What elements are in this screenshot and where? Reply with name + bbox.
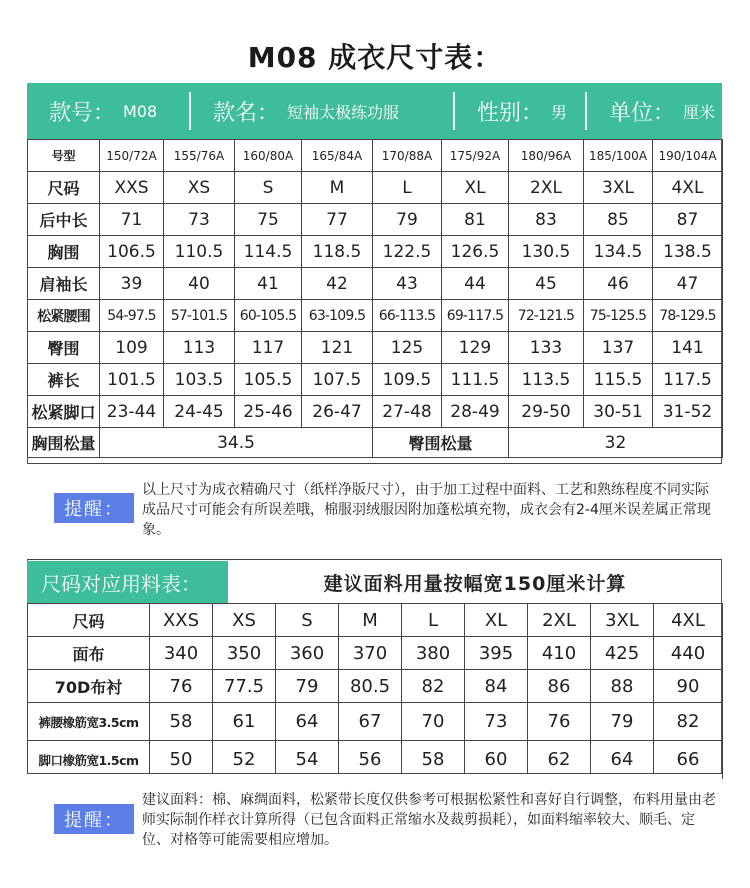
size-cell: 83 (509, 204, 584, 236)
material-cell: 80.5 (339, 670, 402, 703)
reminder-note (27, 463, 722, 560)
size-cell: 81 (442, 204, 509, 236)
info-style-name (191, 83, 453, 139)
size-cell: 23-44 (100, 396, 164, 428)
row-header: 尺码 (28, 604, 150, 637)
size-cell: 107.5 (302, 364, 373, 396)
size-cell: 106.5 (100, 236, 164, 268)
reminder-badge: 提醒： (54, 804, 134, 834)
row-header: 号型 (28, 140, 100, 172)
size-cell: 31-52 (653, 396, 723, 428)
material-cell: 425 (591, 637, 654, 670)
material-cell: 340 (150, 637, 213, 670)
material-cell: 58 (150, 703, 213, 741)
size-cell: 4XL (653, 172, 723, 204)
size-cell: XL (442, 172, 509, 204)
material-cell: 52 (213, 741, 276, 779)
size-cell: 130.5 (509, 236, 584, 268)
size-row (28, 140, 723, 172)
material-row (28, 637, 723, 670)
info-value: 男 (551, 102, 568, 122)
material-header-label: 尺码对应用料表： (27, 561, 228, 603)
material-cell: XS (213, 604, 276, 637)
info-value: M08 (123, 101, 158, 121)
material-cell: L (402, 604, 465, 637)
info-divider (585, 92, 587, 130)
size-cell: 77 (302, 204, 373, 236)
chest-allowance-label: 胸围松量 (28, 428, 100, 458)
size-cell: 118.5 (302, 236, 373, 268)
info-value: 厘米 (683, 102, 716, 122)
material-cell: 88 (591, 670, 654, 703)
size-cell: 190/104A (653, 140, 723, 172)
allowance-row (28, 428, 723, 458)
info-divider (453, 92, 455, 130)
material-header-note: 建议面料用量按幅宽150厘米计算 (323, 572, 627, 595)
size-cell: 121 (302, 332, 373, 364)
size-cell: 103.5 (164, 364, 235, 396)
material-cell: 380 (402, 637, 465, 670)
material-cell: M (339, 604, 402, 637)
size-cell: 165/84A (302, 140, 373, 172)
size-cell: 109 (100, 332, 164, 364)
size-cell: 28-49 (442, 396, 509, 428)
info-label: 单位： (609, 100, 676, 126)
material-row (28, 703, 723, 741)
material-cell: 82 (402, 670, 465, 703)
size-cell: 2XL (509, 172, 584, 204)
material-cell: 3XL (591, 604, 654, 637)
size-cell: 79 (373, 204, 442, 236)
size-cell: 45 (509, 268, 584, 300)
material-cell: XXS (150, 604, 213, 637)
material-cell: 440 (654, 637, 723, 670)
material-cell: 84 (465, 670, 528, 703)
size-cell: 113.5 (509, 364, 584, 396)
size-cell: 29-50 (509, 396, 584, 428)
size-cell: 69-117.5 (442, 300, 509, 332)
size-cell: 47 (653, 268, 723, 300)
size-cell: 175/92A (442, 140, 509, 172)
size-cell: 87 (653, 204, 723, 236)
size-cell: L (373, 172, 442, 204)
material-cell: XL (465, 604, 528, 637)
material-cell: 86 (528, 670, 591, 703)
page-title: M08 成衣尺寸表： (247, 41, 503, 74)
info-bar (27, 83, 722, 139)
material-cell: 66 (654, 741, 723, 779)
size-cell: M (302, 172, 373, 204)
size-cell: 150/72A (100, 140, 164, 172)
size-cell: 85 (584, 204, 653, 236)
material-cell: 76 (528, 703, 591, 741)
material-cell: 2XL (528, 604, 591, 637)
size-cell: 75 (235, 204, 302, 236)
row-header: 面布 (28, 637, 150, 670)
row-header: 后中长 (28, 204, 100, 236)
size-cell: 25-46 (235, 396, 302, 428)
hip-allowance-value: 32 (509, 428, 723, 458)
size-cell: 27-48 (373, 396, 442, 428)
material-cell: 61 (213, 703, 276, 741)
size-cell: 141 (653, 332, 723, 364)
material-cell: 79 (276, 670, 339, 703)
size-row (28, 268, 723, 300)
material-cell: 4XL (654, 604, 723, 637)
size-cell: 110.5 (164, 236, 235, 268)
size-cell: 3XL (584, 172, 653, 204)
size-cell: 125 (373, 332, 442, 364)
material-cell: 73 (465, 703, 528, 741)
size-table (27, 139, 723, 458)
size-cell: 109.5 (373, 364, 442, 396)
size-cell: 115.5 (584, 364, 653, 396)
material-cell: 64 (591, 741, 654, 779)
size-cell: 111.5 (442, 364, 509, 396)
info-divider (189, 92, 191, 130)
size-cell: 101.5 (100, 364, 164, 396)
material-cell: 370 (339, 637, 402, 670)
material-cell: 90 (654, 670, 723, 703)
material-cell: 76 (150, 670, 213, 703)
info-style-no (27, 83, 189, 139)
size-cell: XS (164, 172, 235, 204)
size-cell: 40 (164, 268, 235, 300)
size-cell: 43 (373, 268, 442, 300)
size-cell: 66-113.5 (373, 300, 442, 332)
size-cell: 117 (235, 332, 302, 364)
info-label: 款号： (49, 100, 116, 126)
info-value: 短袖太极练功服 (287, 102, 400, 122)
size-cell: 155/76A (164, 140, 235, 172)
size-cell: S (235, 172, 302, 204)
material-row (28, 670, 723, 703)
size-row (28, 204, 723, 236)
size-cell: 30-51 (584, 396, 653, 428)
size-row (28, 396, 723, 428)
info-label: 性别： (477, 100, 544, 126)
material-reminder-note (27, 773, 722, 860)
material-cell: 56 (339, 741, 402, 779)
size-cell: 60-105.5 (235, 300, 302, 332)
row-header: 70D布衬 (28, 670, 150, 703)
material-cell: 77.5 (213, 670, 276, 703)
row-header: 脚口橡筋宽1.5cm (28, 741, 150, 779)
size-cell: 117.5 (653, 364, 723, 396)
size-cell: 134.5 (584, 236, 653, 268)
size-cell: 54-97.5 (100, 300, 164, 332)
size-cell: 113 (164, 332, 235, 364)
size-cell: 180/96A (509, 140, 584, 172)
size-cell: 75-125.5 (584, 300, 653, 332)
size-cell: 46 (584, 268, 653, 300)
material-cell: 350 (213, 637, 276, 670)
size-row (28, 300, 723, 332)
row-header: 松紧腰围 (28, 300, 100, 332)
size-cell: 57-101.5 (164, 300, 235, 332)
material-cell: 410 (528, 637, 591, 670)
size-cell: XXS (100, 172, 164, 204)
size-cell: 44 (442, 268, 509, 300)
material-row (28, 604, 723, 637)
size-cell: 114.5 (235, 236, 302, 268)
row-header: 裤长 (28, 364, 100, 396)
row-header: 臀围 (28, 332, 100, 364)
row-header: 裤腰橡筋宽3.5cm (28, 703, 150, 741)
size-cell: 129 (442, 332, 509, 364)
material-cell: 67 (339, 703, 402, 741)
info-gender (455, 83, 585, 139)
size-cell: 72-121.5 (509, 300, 584, 332)
material-cell: 50 (150, 741, 213, 779)
size-cell: 170/88A (373, 140, 442, 172)
size-cell: 41 (235, 268, 302, 300)
size-row (28, 172, 723, 204)
material-cell: 62 (528, 741, 591, 779)
size-row (28, 332, 723, 364)
material-cell: 395 (465, 637, 528, 670)
reminder-text: 以上尺寸为成衣精确尺寸（纸样净版尺寸），由于加工过程中面料、工艺和熟练程度不同实际成品尺寸可能会有所误差哦，棉服羽绒服因附加蓬松填充物，成衣会有2-4厘米误差属正常现象。 (142, 482, 711, 538)
row-header: 松紧脚口 (28, 396, 100, 428)
material-cell: 58 (402, 741, 465, 779)
size-cell: 71 (100, 204, 164, 236)
size-cell: 39 (100, 268, 164, 300)
size-cell: 160/80A (235, 140, 302, 172)
material-cell: 360 (276, 637, 339, 670)
size-cell: 42 (302, 268, 373, 300)
chest-allowance-value: 34.5 (100, 428, 373, 458)
size-cell: 185/100A (584, 140, 653, 172)
size-cell: 105.5 (235, 364, 302, 396)
row-header: 肩袖长 (28, 268, 100, 300)
material-cell: 60 (465, 741, 528, 779)
size-row (28, 364, 723, 396)
size-cell: 126.5 (442, 236, 509, 268)
material-cell: 79 (591, 703, 654, 741)
size-cell: 122.5 (373, 236, 442, 268)
material-cell: 70 (402, 703, 465, 741)
size-cell: 63-109.5 (302, 300, 373, 332)
reminder-text: 建议面料：棉、麻绸面料，松紧带长度仅供参考可根据松紧性和喜好自行调整，布料用量由老师实际制作样衣计算所得（已包含面料正常缩水及裁剪损耗），如面料缩率较大、顺毛、定位、对格等可能需要相应增加。 (142, 792, 716, 848)
size-cell: 24-45 (164, 396, 235, 428)
size-cell: 133 (509, 332, 584, 364)
size-row (28, 236, 723, 268)
size-cell: 138.5 (653, 236, 723, 268)
hip-allowance-label: 臀围松量 (373, 428, 509, 458)
material-cell: 64 (276, 703, 339, 741)
size-cell: 26-47 (302, 396, 373, 428)
material-cell: S (276, 604, 339, 637)
reminder-badge: 提醒： (54, 493, 134, 523)
size-cell: 137 (584, 332, 653, 364)
size-cell: 73 (164, 204, 235, 236)
row-header: 尺码 (28, 172, 100, 204)
material-cell: 54 (276, 741, 339, 779)
row-header: 胸围 (28, 236, 100, 268)
material-table (27, 603, 723, 779)
size-cell: 78-129.5 (653, 300, 723, 332)
material-header (27, 561, 722, 603)
material-cell: 82 (654, 703, 723, 741)
info-unit (587, 83, 722, 139)
info-label: 款名： (213, 100, 280, 126)
